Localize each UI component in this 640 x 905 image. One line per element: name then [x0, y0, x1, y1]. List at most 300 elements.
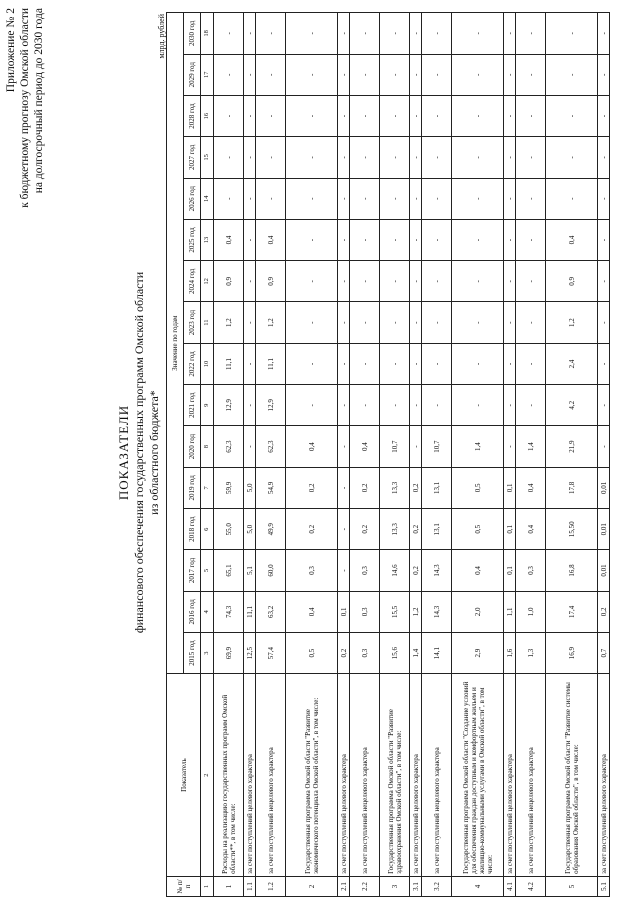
value-cell: -: [214, 13, 244, 55]
value-cell: -: [286, 54, 338, 95]
value-cell: -: [244, 137, 256, 178]
value-cell: 63,2: [256, 591, 286, 632]
value-cell: -: [214, 178, 244, 219]
value-cell: -: [410, 426, 422, 467]
value-cell: -: [598, 13, 610, 55]
value-cell: 1,4: [452, 426, 504, 467]
value-cell: -: [598, 95, 610, 136]
column-number: 18: [201, 13, 214, 55]
value-cell: 14,3: [422, 550, 452, 591]
value-cell: -: [422, 178, 452, 219]
year-header: 2028 год: [184, 95, 201, 136]
column-number: 9: [201, 385, 214, 426]
row-number: 1.1: [244, 876, 256, 896]
value-cell: 0,01: [598, 550, 610, 591]
column-number: 4: [201, 591, 214, 632]
value-cell: -: [598, 54, 610, 95]
indicator-name: за счет поступлений целевого характера: [410, 674, 422, 877]
value-cell: 1,1: [504, 591, 516, 632]
value-cell: 0,1: [504, 467, 516, 508]
column-number: 12: [201, 261, 214, 302]
value-cell: -: [546, 137, 598, 178]
row-number: 4: [452, 876, 504, 896]
value-cell: -: [380, 219, 410, 260]
value-cell: -: [244, 219, 256, 260]
indicator-name: Государственная программа Омской области "Создание условий для обеспечения граждан доступным и комфортным жильем и жилищно-коммунальными услугами в Омской области", в том числе:: [452, 674, 504, 877]
col-header-indicator: Показатель: [167, 674, 201, 877]
value-cell: -: [410, 178, 422, 219]
year-header: 2022 год: [184, 343, 201, 384]
value-cell: 14,3: [422, 591, 452, 632]
year-header: 2019 год: [184, 467, 201, 508]
value-cell: -: [410, 261, 422, 302]
value-cell: 1,6: [504, 632, 516, 673]
value-cell: 12,9: [256, 385, 286, 426]
value-cell: 0,5: [452, 509, 504, 550]
value-cell: -: [452, 13, 504, 55]
value-cell: 4,2: [546, 385, 598, 426]
value-cell: 0,1: [504, 509, 516, 550]
value-cell: -: [244, 261, 256, 302]
value-cell: -: [516, 219, 546, 260]
value-cell: 10,7: [380, 426, 410, 467]
value-cell: -: [380, 178, 410, 219]
col-header-group: Значение по годам: [167, 13, 184, 674]
value-cell: -: [338, 178, 350, 219]
table-row: [452, 13, 504, 897]
table-row: [422, 13, 452, 897]
value-cell: 0,4: [286, 591, 338, 632]
value-cell: -: [516, 385, 546, 426]
value-cell: -: [422, 219, 452, 260]
title-line-3: из областного бюджета*: [147, 390, 161, 515]
value-cell: -: [286, 95, 338, 136]
table-row: [214, 13, 244, 897]
value-cell: -: [452, 54, 504, 95]
value-cell: -: [338, 426, 350, 467]
value-cell: -: [516, 178, 546, 219]
value-cell: -: [452, 137, 504, 178]
value-cell: -: [546, 95, 598, 136]
value-cell: 13,3: [380, 467, 410, 508]
value-cell: -: [286, 343, 338, 384]
value-cell: -: [516, 137, 546, 178]
value-cell: -: [350, 178, 380, 219]
value-cell: 17,4: [546, 591, 598, 632]
year-header: 2024 год: [184, 261, 201, 302]
row-number: 5: [546, 876, 598, 896]
value-cell: -: [256, 95, 286, 136]
value-cell: -: [214, 54, 244, 95]
column-number: 1: [201, 876, 214, 896]
value-cell: -: [422, 343, 452, 384]
value-cell: -: [504, 13, 516, 55]
value-cell: 0,9: [546, 261, 598, 302]
value-cell: -: [286, 261, 338, 302]
column-number: 16: [201, 95, 214, 136]
value-cell: -: [286, 137, 338, 178]
value-cell: -: [504, 426, 516, 467]
value-cell: -: [504, 54, 516, 95]
table-row: [410, 13, 422, 897]
year-header: 2025 год: [184, 219, 201, 260]
indicators-table: [166, 12, 610, 897]
value-cell: -: [504, 343, 516, 384]
value-cell: 1,4: [410, 632, 422, 673]
value-cell: -: [504, 261, 516, 302]
value-cell: -: [286, 302, 338, 343]
value-cell: -: [410, 219, 422, 260]
value-cell: 74,3: [214, 591, 244, 632]
value-cell: -: [452, 178, 504, 219]
title-main: ПОКАЗАТЕЛИ: [116, 404, 131, 501]
indicator-name: Расходы на реализацию государственных программ Омской области**, в том числе:: [214, 674, 244, 877]
value-cell: -: [422, 95, 452, 136]
value-cell: 1,2: [546, 302, 598, 343]
value-cell: -: [380, 343, 410, 384]
value-cell: 5,0: [244, 467, 256, 508]
value-cell: 15,50: [546, 509, 598, 550]
value-cell: -: [286, 385, 338, 426]
value-cell: 11,1: [256, 343, 286, 384]
value-cell: 0,9: [256, 261, 286, 302]
table-row: [286, 13, 338, 897]
value-cell: -: [422, 13, 452, 55]
year-header: 2020 год: [184, 426, 201, 467]
value-cell: 69,9: [214, 632, 244, 673]
value-cell: -: [546, 13, 598, 55]
annex-line-3: на долгосрочный период до 2030 года: [33, 8, 45, 194]
value-cell: -: [338, 550, 350, 591]
value-cell: -: [410, 385, 422, 426]
column-number: 8: [201, 426, 214, 467]
value-cell: -: [452, 302, 504, 343]
value-cell: 0,4: [546, 219, 598, 260]
row-number: 4.2: [516, 876, 546, 896]
column-number: 15: [201, 137, 214, 178]
value-cell: 0,5: [452, 467, 504, 508]
indicator-name: за счет поступлений нецелевого характера: [516, 674, 546, 877]
value-cell: 11,1: [244, 591, 256, 632]
annex-header: [4, 8, 46, 208]
value-cell: -: [256, 137, 286, 178]
table-row: [244, 13, 256, 897]
column-number: 2: [201, 674, 214, 877]
year-header: 2029 год: [184, 54, 201, 95]
value-cell: -: [516, 95, 546, 136]
row-number: 1.2: [256, 876, 286, 896]
year-header: 2015 год: [184, 632, 201, 673]
value-cell: -: [338, 137, 350, 178]
row-number: 2.1: [338, 876, 350, 896]
value-cell: -: [338, 302, 350, 343]
value-cell: 65,1: [214, 550, 244, 591]
value-cell: 0,2: [410, 509, 422, 550]
indicator-name: Государственная программа Омской области "Развитие экономического потенциала Омской области", в том числе:: [286, 674, 338, 877]
annex-line-1: Приложение № 2: [5, 8, 17, 93]
value-cell: 0,4: [350, 426, 380, 467]
value-cell: 57,4: [256, 632, 286, 673]
value-cell: -: [598, 426, 610, 467]
value-cell: -: [380, 261, 410, 302]
value-cell: 1,0: [516, 591, 546, 632]
table-row: [546, 13, 598, 897]
value-cell: 0,2: [286, 509, 338, 550]
value-cell: -: [350, 385, 380, 426]
year-header: 2021 год: [184, 385, 201, 426]
value-cell: 0,7: [598, 632, 610, 673]
value-cell: -: [350, 261, 380, 302]
value-cell: -: [516, 54, 546, 95]
value-cell: 14,1: [422, 632, 452, 673]
column-number: 14: [201, 178, 214, 219]
value-cell: -: [214, 95, 244, 136]
value-cell: 10,7: [422, 426, 452, 467]
value-cell: 13,1: [422, 467, 452, 508]
value-cell: 15,5: [380, 591, 410, 632]
value-cell: -: [598, 178, 610, 219]
value-cell: -: [504, 385, 516, 426]
value-cell: -: [410, 13, 422, 55]
value-cell: -: [380, 13, 410, 55]
value-cell: -: [410, 95, 422, 136]
year-header: 2023 год: [184, 302, 201, 343]
value-cell: -: [598, 343, 610, 384]
value-cell: -: [504, 219, 516, 260]
value-cell: -: [410, 54, 422, 95]
value-cell: -: [452, 343, 504, 384]
value-cell: -: [286, 178, 338, 219]
value-cell: -: [422, 137, 452, 178]
value-cell: -: [286, 219, 338, 260]
year-header: 2016 год: [184, 591, 201, 632]
value-cell: -: [350, 54, 380, 95]
value-cell: -: [286, 13, 338, 55]
value-cell: -: [338, 343, 350, 384]
value-cell: -: [338, 54, 350, 95]
value-cell: -: [338, 261, 350, 302]
value-cell: 0,4: [516, 509, 546, 550]
value-cell: 0,01: [598, 509, 610, 550]
year-header: 2017 год: [184, 550, 201, 591]
row-number: 4.1: [504, 876, 516, 896]
value-cell: 0,5: [286, 632, 338, 673]
value-cell: -: [598, 261, 610, 302]
column-number: 10: [201, 343, 214, 384]
value-cell: 0,9: [214, 261, 244, 302]
value-cell: 21,9: [546, 426, 598, 467]
value-cell: 0,4: [286, 426, 338, 467]
value-cell: 0,3: [516, 550, 546, 591]
table-row: [598, 13, 610, 897]
value-cell: -: [256, 13, 286, 55]
indicator-name: за счет поступлений нецелевого характера: [422, 674, 452, 877]
value-cell: -: [422, 261, 452, 302]
value-cell: 12,5: [244, 632, 256, 673]
value-cell: 0,2: [410, 467, 422, 508]
value-cell: -: [244, 95, 256, 136]
value-cell: -: [410, 302, 422, 343]
value-cell: -: [338, 509, 350, 550]
value-cell: -: [422, 385, 452, 426]
year-header: 2018 год: [184, 509, 201, 550]
table-row: [256, 13, 286, 897]
column-number: 13: [201, 219, 214, 260]
value-cell: 13,3: [380, 509, 410, 550]
value-cell: 1,2: [256, 302, 286, 343]
indicator-name: за счет поступлений нецелевого характера: [256, 674, 286, 877]
table-row: [516, 13, 546, 897]
value-cell: 49,9: [256, 509, 286, 550]
value-cell: -: [380, 54, 410, 95]
value-cell: -: [516, 261, 546, 302]
value-cell: 0,1: [338, 591, 350, 632]
value-cell: 16,9: [546, 632, 598, 673]
units-label: млрд. рублей: [157, 14, 166, 59]
value-cell: 0,1: [504, 550, 516, 591]
column-number: 11: [201, 302, 214, 343]
value-cell: 0,2: [338, 632, 350, 673]
value-cell: -: [452, 261, 504, 302]
value-cell: -: [598, 302, 610, 343]
value-cell: -: [504, 178, 516, 219]
value-cell: -: [516, 13, 546, 55]
value-cell: 1,2: [214, 302, 244, 343]
value-cell: 0,4: [516, 467, 546, 508]
value-cell: 5,1: [244, 550, 256, 591]
value-cell: 0,3: [350, 591, 380, 632]
value-cell: -: [244, 426, 256, 467]
value-cell: -: [350, 137, 380, 178]
value-cell: -: [338, 219, 350, 260]
indicator-name: за счет поступлений нецелевого характера: [350, 674, 380, 877]
value-cell: 60,0: [256, 550, 286, 591]
row-number: 2.2: [350, 876, 380, 896]
value-cell: -: [214, 137, 244, 178]
value-cell: 0,3: [350, 550, 380, 591]
value-cell: 0,2: [598, 591, 610, 632]
value-cell: 17,8: [546, 467, 598, 508]
year-header: 2027 год: [184, 137, 201, 178]
table-row: [350, 13, 380, 897]
value-cell: -: [410, 343, 422, 384]
value-cell: -: [244, 385, 256, 426]
document-title: [116, 0, 162, 905]
value-cell: -: [338, 385, 350, 426]
table-row: [504, 13, 516, 897]
value-cell: 54,9: [256, 467, 286, 508]
value-cell: -: [452, 95, 504, 136]
col-header-num: № п/п: [167, 876, 201, 896]
year-header: 2026 год: [184, 178, 201, 219]
value-cell: 16,8: [546, 550, 598, 591]
value-cell: -: [546, 54, 598, 95]
year-header: 2030 год: [184, 13, 201, 55]
value-cell: -: [244, 302, 256, 343]
value-cell: 0,2: [410, 550, 422, 591]
value-cell: 0,2: [350, 467, 380, 508]
annex-line-2: к бюджетному прогнозу Омской области: [19, 8, 31, 208]
row-number: 2: [286, 876, 338, 896]
value-cell: -: [598, 219, 610, 260]
value-cell: 0,4: [214, 219, 244, 260]
row-number: 3.1: [410, 876, 422, 896]
table-row: [380, 13, 410, 897]
column-number: 6: [201, 509, 214, 550]
indicator-name: за счет поступлений целевого характера: [338, 674, 350, 877]
value-cell: -: [410, 137, 422, 178]
value-cell: 2,4: [546, 343, 598, 384]
value-cell: 15,6: [380, 632, 410, 673]
value-cell: -: [350, 95, 380, 136]
value-cell: -: [380, 302, 410, 343]
value-cell: 5,0: [244, 509, 256, 550]
value-cell: -: [516, 302, 546, 343]
value-cell: -: [256, 54, 286, 95]
value-cell: 1,4: [516, 426, 546, 467]
indicator-name: за счет поступлений целевого характера: [244, 674, 256, 877]
table-row: [338, 13, 350, 897]
value-cell: -: [338, 467, 350, 508]
value-cell: 13,1: [422, 509, 452, 550]
value-cell: -: [546, 178, 598, 219]
column-number: 3: [201, 632, 214, 673]
value-cell: 0,4: [452, 550, 504, 591]
value-cell: -: [350, 13, 380, 55]
value-cell: 62,3: [214, 426, 244, 467]
value-cell: 0,4: [256, 219, 286, 260]
row-number: 1: [214, 876, 244, 896]
value-cell: -: [380, 385, 410, 426]
value-cell: 1,3: [516, 632, 546, 673]
value-cell: 62,3: [256, 426, 286, 467]
indicator-name: Государственная программа Омской области "Развитие системы образования Омской области", в том числе:: [546, 674, 598, 877]
value-cell: 0,3: [286, 550, 338, 591]
value-cell: -: [422, 302, 452, 343]
indicator-name: за счет поступлений целевого характера: [504, 674, 516, 877]
row-number: 5.1: [598, 876, 610, 896]
value-cell: -: [598, 137, 610, 178]
value-cell: -: [244, 13, 256, 55]
value-cell: 59,9: [214, 467, 244, 508]
value-cell: 2,0: [452, 591, 504, 632]
value-cell: -: [380, 137, 410, 178]
value-cell: -: [504, 302, 516, 343]
value-cell: -: [244, 54, 256, 95]
value-cell: -: [244, 178, 256, 219]
value-cell: -: [452, 219, 504, 260]
value-cell: 0,2: [350, 509, 380, 550]
value-cell: -: [350, 343, 380, 384]
value-cell: 2,9: [452, 632, 504, 673]
value-cell: -: [598, 385, 610, 426]
value-cell: 14,6: [380, 550, 410, 591]
value-cell: -: [380, 95, 410, 136]
value-cell: 12,9: [214, 385, 244, 426]
value-cell: 0,01: [598, 467, 610, 508]
column-number: 17: [201, 54, 214, 95]
value-cell: -: [516, 343, 546, 384]
value-cell: -: [504, 95, 516, 136]
column-number: 7: [201, 467, 214, 508]
indicator-name: Государственная программа Омской области "Развитие здравоохранения Омской области", в том числе:: [380, 674, 410, 877]
column-number: 5: [201, 550, 214, 591]
value-cell: 0,2: [286, 467, 338, 508]
value-cell: 1,2: [410, 591, 422, 632]
value-cell: -: [452, 385, 504, 426]
value-cell: -: [350, 302, 380, 343]
title-line-2: финансового обеспечения государственных программ Омской области: [132, 271, 146, 634]
